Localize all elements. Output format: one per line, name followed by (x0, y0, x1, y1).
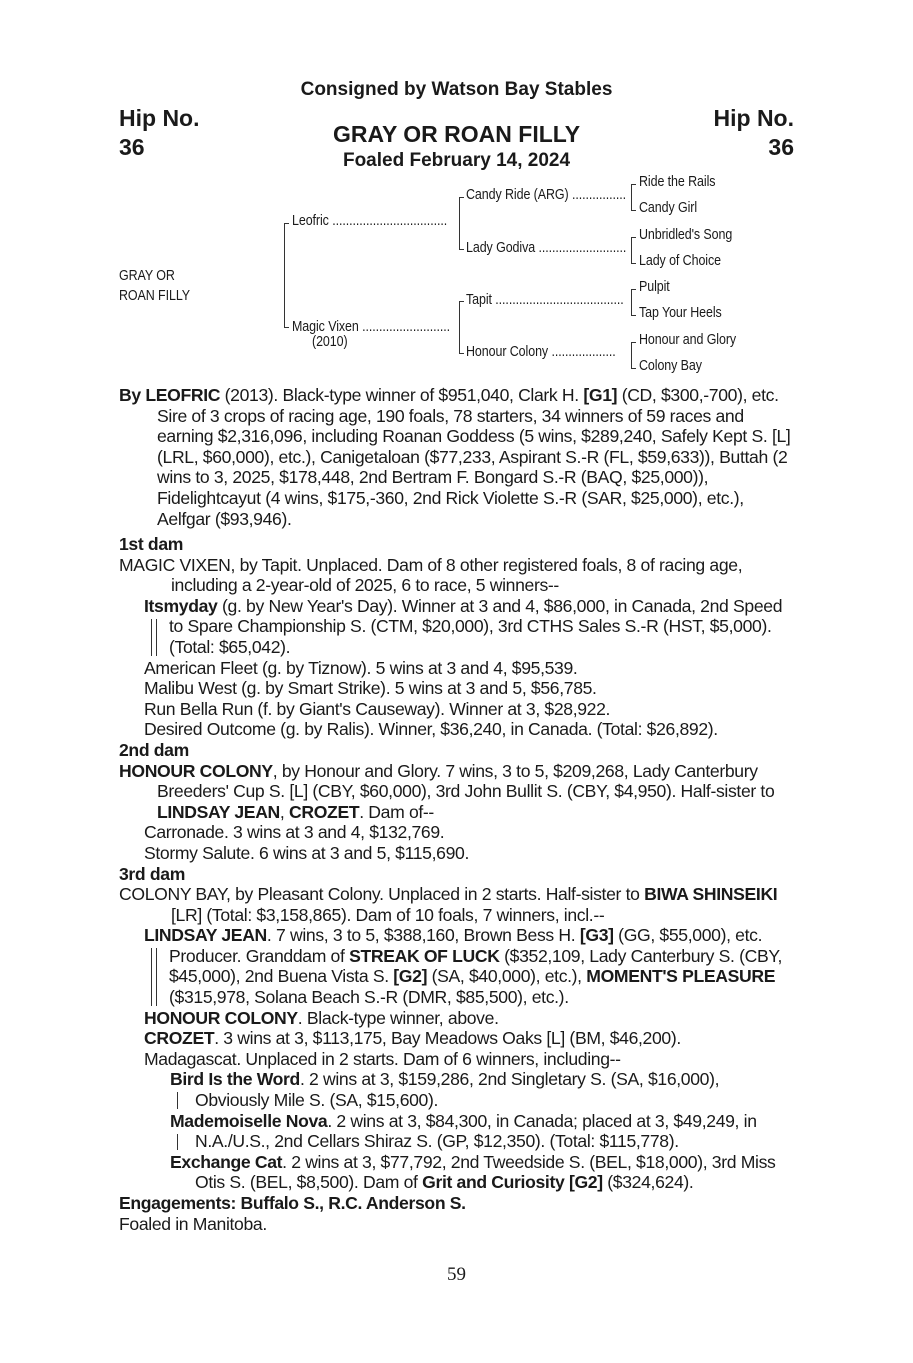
pedigree-g3: Pulpit (639, 279, 670, 295)
produce-honour-colony: HONOUR COLONY. Black-type winner, above. (144, 1007, 499, 1028)
produce-item: Carronade. 3 wins at 3 and 4, $132,769. (144, 822, 445, 843)
foaled-in: Foaled in Manitoba. (119, 1213, 267, 1234)
pedigree-g3: Ride the Rails (639, 174, 716, 190)
produce-item: Desired Outcome (g. by Ralis). Winner, $36,240, in Canada. (Total: $26,892). (144, 719, 718, 740)
produce-item: Stormy Salute. 6 wins at 3 and 5, $115,690. (144, 842, 469, 863)
produce-item: Malibu West (g. by Smart Strike). 5 wins at 3 and 5, $56,785. (144, 678, 597, 699)
page-number: 59 (447, 1264, 466, 1285)
pedigree-g3: Tap Your Heels (639, 305, 722, 321)
produce-mademoiselle-nova: Mademoiselle Nova. 2 wins at 3, $84,300, in Canada; placed at 3, $49,249, in N.A./U.S., 2nd Cellars Shiraz S. (GP, $12,350). (Total: $115,778). (170, 1111, 795, 1152)
pedigree-sire: Leofric .................................. (292, 213, 448, 229)
pedigree-sire-dam: Lady Godiva .......................... (466, 240, 627, 256)
produce-crozet: CROZET. 3 wins at 3, $113,175, Bay Meadows Oaks [L] (BM, $46,200). (144, 1028, 681, 1049)
hip-label: Hip No. (713, 105, 794, 131)
engagements: Engagements: Buffalo S., R.C. Anderson S. (119, 1193, 466, 1213)
third-dam-text: COLONY BAY, by Pleasant Colony. Unplaced in 2 starts. Half-sister to BIWA SHINSEIKI [LR] (Total: $3,158,865). Dam of 10 foals, 7 winners, incl.-- (119, 884, 778, 925)
first-dam-heading: 1st dam (119, 534, 184, 554)
produce-madagascat: Madagascat. Unplaced in 2 starts. Dam of 6 winners, including-- (144, 1048, 621, 1069)
sire-paragraph: By LEOFRIC (2013). Black-type winner of $951,040, Clark H. [G1] (CD, $300,-700), etc. Sire of 3 crops of racing age, 190 foals, 78 starters, 34 winners of 59 races and earning $2,316,096, including Roanan Goddess (5 wins, $289,240, Safely Kept S. [L] (LRL, $60,000), etc.), Canigetaloan ($77,233, Aspirant S.-R (FL, $59,633)), Buttah (2 wins to 3, 2025, $178,448, 2nd Bertram F. Bongard S.-R (BAQ, $25,000)), Fidelightcayut (4 wins, $175,-360, 2nd Rick Violette S.-R (SAR, $25,000), etc.), Aelfgar ($93,946). (119, 385, 791, 529)
pedigree-g3: Lady of Choice (639, 253, 721, 269)
pedigree-dam-sire: Tapit ...................................... (466, 292, 624, 308)
pedigree-dam: Magic Vixen .......................... (292, 319, 450, 335)
pedigree-dam-year: (2010) (312, 334, 348, 350)
third-dam-heading: 3rd dam (119, 863, 185, 884)
produce-itsmyday: Itsmyday (g. by New Year's Day). Winner at 3 and 4, $86,000, in Canada, 2nd Speed to Spare Championship S. (CTM, $20,000), 3rd CTHS Sales S.-R (HST, $5,000). (Total: $65,042). (144, 596, 795, 658)
pedigree-g3: Candy Girl (639, 200, 698, 216)
produce-item: American Fleet (g. by Tiznow). 5 wins at 3 and 4, $95,539. (144, 657, 578, 678)
produce-bird-is-the-word: Bird Is the Word. 2 wins at 3, $159,286, 2nd Singletary S. (SA, $16,000), Obviously Mile S. (SA, $15,600). (170, 1069, 795, 1110)
pedigree-subject: GRAY OR ROAN FILLY (119, 268, 190, 304)
family-sections (119, 534, 795, 1234)
pedigree-dam-dam: Honour Colony ................... (466, 344, 616, 360)
hip-value: 36 (119, 134, 145, 160)
produce-item: Run Bella Run (f. by Giant's Causeway). Winner at 3, $28,922. (144, 698, 611, 719)
first-dam-text: MAGIC VIXEN, by Tapit. Unplaced. Dam of 8 other registered foals, 8 of racing age, including a 2-year-old of 2025, 6 to race, 5 winners-- (119, 554, 743, 596)
produce-exchange-cat: Exchange Cat. 2 wins at 3, $77,792, 2nd Tweedside S. (BEL, $18,000), 3rd Miss Otis S. (BEL, $8,500). Dam of Grit and Curiosity [G2] ($324,624). (170, 1151, 776, 1193)
hip-label: Hip No. (119, 105, 200, 131)
second-dam-text: HONOUR COLONY, by Honour and Glory. 7 wins, 3 to 5, $209,268, Lady Canterbury Breeders' Cup S. [L] (CBY, $60,000), 3rd John Bullit S. (CBY, $4,950). Half-sister to LINDSAY JEAN, CROZET. Dam of-- (119, 760, 775, 822)
produce-lindsay-jean: LINDSAY JEAN. 7 wins, 3 to 5, $388,160, Brown Bess H. [G3] (GG, $55,000), etc. Producer. Granddam of STREAK OF LUCK ($352,109, Lady Canterbury S. (CBY, $45,000), 2nd Buena Vista S. [G2] (SA, $40,000), etc.), MOMENT'S PLEASURE ($315,978, Solana Beach S.-R (DMR, $85,500), etc.). (144, 925, 795, 1007)
hip-value: 36 (768, 134, 794, 160)
sire-section (119, 385, 795, 529)
pedigree-sire-sire: Candy Ride (ARG) ................ (466, 187, 627, 203)
pedigree-g3: Unbridled's Song (639, 227, 733, 243)
second-dam-heading: 2nd dam (119, 739, 189, 760)
pedigree-g3: Colony Bay (639, 358, 702, 374)
foaled-date: Foaled February 14, 2024 (342, 150, 571, 171)
consignor: Consigned by Watson Bay Stables (300, 79, 613, 100)
page-title: GRAY OR ROAN FILLY (332, 121, 581, 147)
pedigree-g3: Honour and Glory (639, 332, 737, 348)
